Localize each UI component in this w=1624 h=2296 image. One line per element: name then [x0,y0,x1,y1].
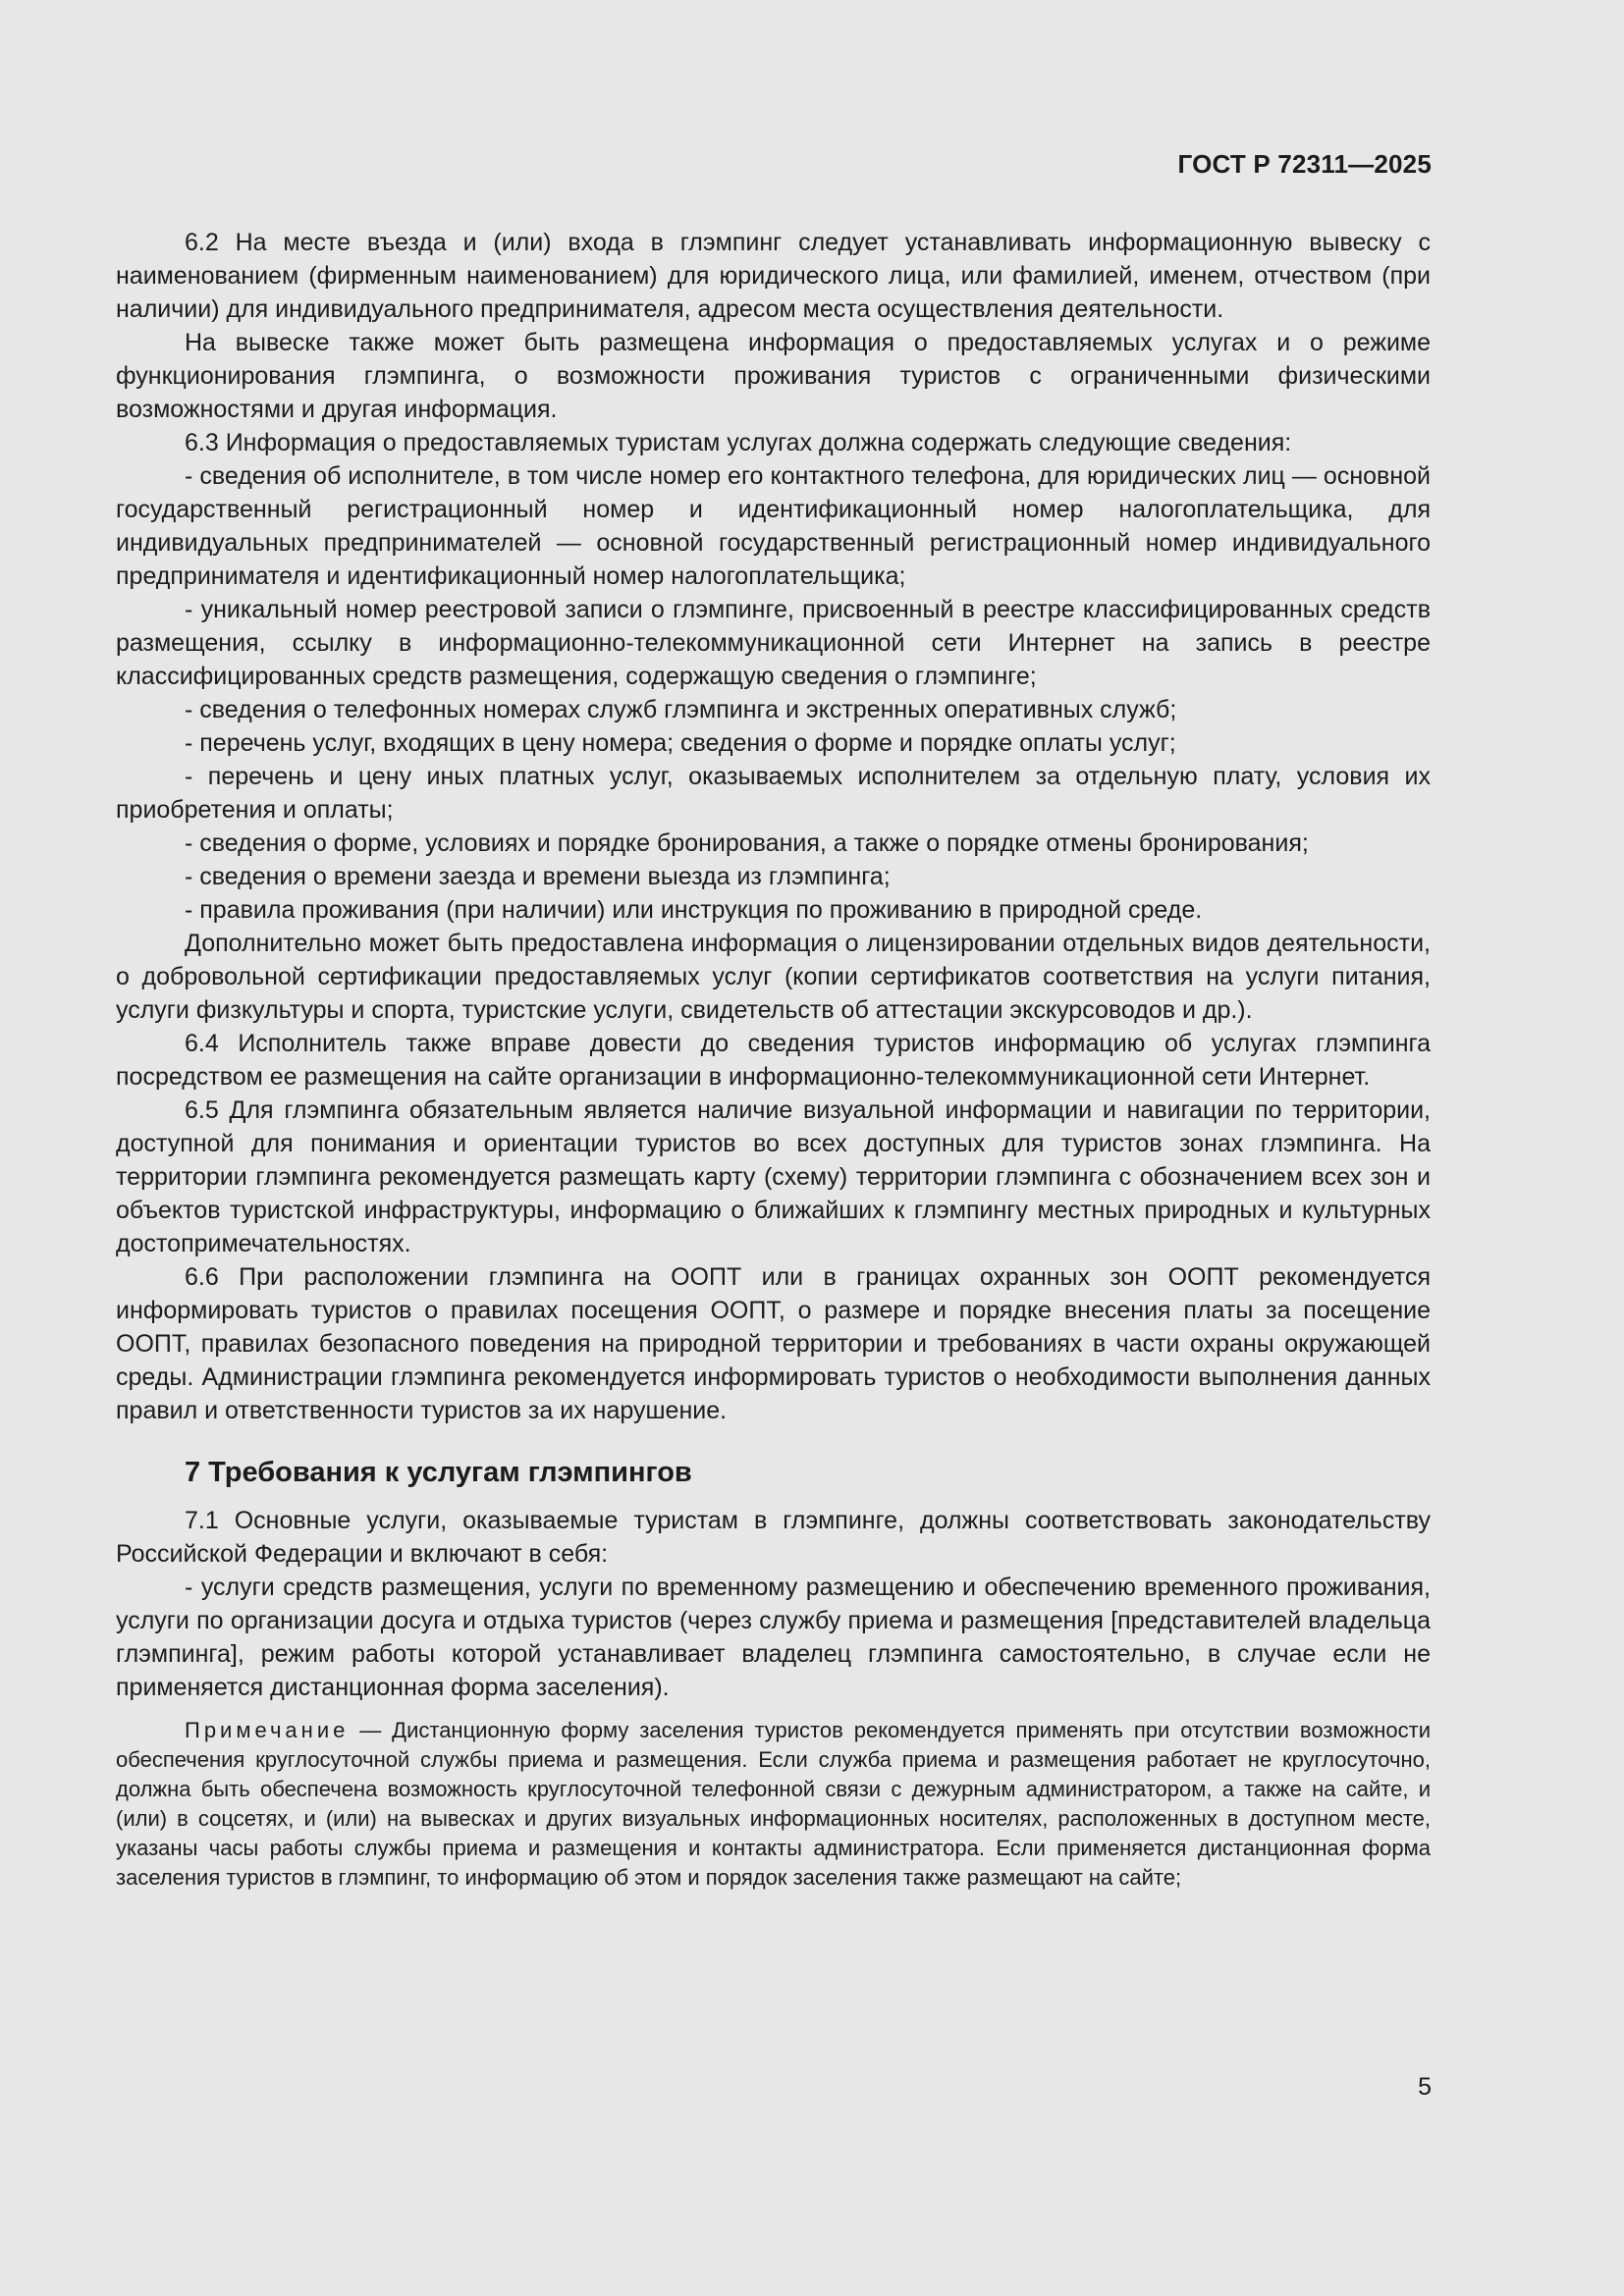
list-item-living-rules: - правила проживания (при наличии) или инструкция по проживанию в природной среде. [185,896,1203,924]
section-7-title: 7 Требования к услугам глэмпингов [185,1457,692,1488]
page-number: 5 [1418,2073,1432,2101]
note-label: Примечание [185,1718,350,1742]
paragraph-6-5: 6.5 Для глэмпинга обязательным является наличие визуальной информации и навигации по территории, доступной для понимания и ориентации туристов во всех доступных для туристов зонах глэмпинга. На территории глэмпинга рекомендуется размещать карту (схему) территории глэмпинга с обозначением всех зон и объектов туристской инфраструктуры, информацию о ближайших к глэмпингу местных природных и культурных достопримечательностях. [116,1096,1431,1257]
list-item-registry-number: - уникальный номер реестровой записи о глэмпинге, присвоенный в реестре классифицированных средств размещения, ссылку в информационно-телекоммуникационной сети Интернет на запись в реестре классифицированных средств размещения, содержащую сведения о глэмпинге; [116,596,1431,690]
list-item-performer-info: - сведения об исполнителе, в том числе номер его контактного телефона, для юридических лиц — основной государственный регистрационный номер и идентификационный номер налогоплательщика, для индивидуальных предпринимателей — основной государственный регистрационный номер индивидуального предпринимателя и идентификационный номер налогоплательщика; [116,462,1431,590]
paragraph-7-1: 7.1 Основные услуги, оказываемые туристам в глэмпинге, должны соответствовать законодательству Российской Федерации и включают в себя: [116,1507,1431,1568]
list-item-phone-numbers: - сведения о телефонных номерах служб глэмпинга и экстренных оперативных служб; [185,696,1177,723]
list-item-paid-services: - перечень и цену иных платных услуг, оказываемых исполнителем за отдельную плату, условия их приобретения и оплаты; [116,763,1431,824]
paragraph-6-3: 6.3 Информация о предоставляемых туристам услугах должна содержать следующие сведения: [185,429,1292,456]
paragraph-6-6: 6.6 При расположении глэмпинга на ООПТ или в границах охранных зон ООПТ рекомендуется информировать туристов о правилах посещения ООПТ, о размере и порядке внесения платы за посещение ООПТ, правилах безопасного поведения на природной территории и требованиях в части охраны окружающей среды. Администрации глэмпинга рекомендуется информировать туристов о необходимости выполнения данных правил и ответственности туристов за их нарушение. [116,1263,1431,1424]
list-item-booking: - сведения о форме, условиях и порядке бронирования, а также о порядке отмены бронирования; [185,829,1309,857]
paragraph-6-4: 6.4 Исполнитель также вправе довести до сведения туристов информацию об услугах глэмпинга посредством ее размещения на сайте организации в информационно-телекоммуникационной сети Интернет. [116,1030,1431,1091]
paragraph-6-2-signage: На вывеске также может быть размещена информация о предоставляемых услугах и о режиме функционирования глэмпинга, о возможности проживания туристов с ограниченными физическими возможностями и другая информация. [116,329,1431,423]
paragraph-6-2: 6.2 На месте въезда и (или) входа в глэмпинг следует устанавливать информационную вывеску с наименованием (фирменным наименованием) для юридического лица, или фамилией, именем, отчеством (при наличии) для индивидуального предпринимателя, адресом места осуществления деятельности. [116,229,1431,323]
list-item-accommodation-services: - услуги средств размещения, услуги по временному размещению и обеспечению временного проживания, услуги по организации досуга и отдыха туристов (через службу приема и размещения [представителей владельца глэмпинга], режим работы которой устанавливает владелец глэмпинга самостоятельно, в случае если не применяется дистанционная форма заселения). [116,1574,1431,1701]
paragraph-additional-info: Дополнительно может быть предоставлена информация о лицензировании отдельных видов деятельности, о добровольной сертификации предоставляемых услуг (копии сертификатов соответствия на услуги питания, услуги физкультуры и спорта, туристские услуги, свидетельств об аттестации экскурсоводов и др.). [116,930,1431,1024]
list-item-included-services: - перечень услуг, входящих в цену номера; сведения о форме и порядке оплаты услуг; [185,729,1176,757]
note-paragraph [116,1716,1431,1893]
list-item-checkin-times: - сведения о времени заезда и времени выезда из глэмпинга; [185,863,891,890]
standard-code-header: ГОСТ Р 72311—2025 [1177,149,1432,179]
document-body [116,226,1431,1893]
note-text: — Дистанционную форму заселения туристов рекомендуется применять при отсутствии возможности обеспечения круглосуточной службы приема и размещения. Если служба приема и размещения работает не круглосуточно, должна быть обеспечена возможность круглосуточной телефонной связи с дежурным администратором, а также на сайте, и (или) в соцсетях, и (или) на вывесках и других визуальных информационных носителях, расположенных в доступном месте, указаны часы работы службы приема и размещения и контакты администратора. Если применяется дистанционная форма заселения туристов в глэмпинг, то информацию об этом и порядок заселения также размещают на сайте; [116,1718,1431,1890]
